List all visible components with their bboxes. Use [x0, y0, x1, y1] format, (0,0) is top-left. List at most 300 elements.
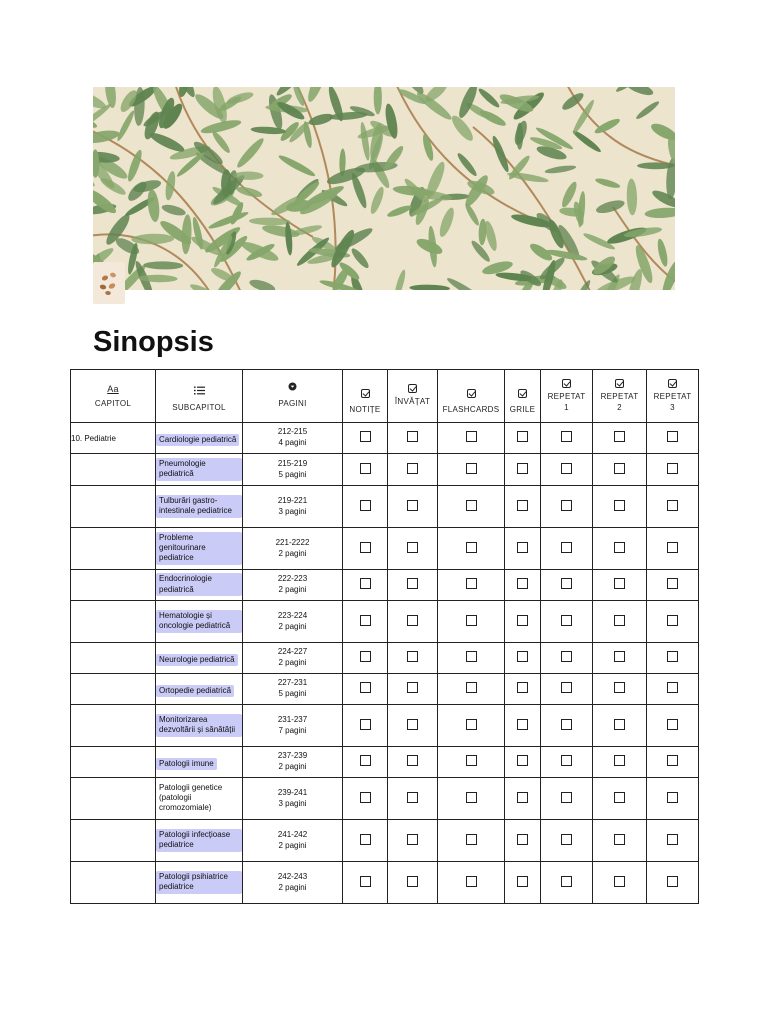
repetat-3-checkbox[interactable] — [667, 615, 678, 626]
cell-repetat-1 — [541, 423, 593, 454]
cell-grile — [505, 486, 541, 528]
checkbox-property-icon — [668, 379, 677, 388]
page-range: 221-2222 — [275, 537, 310, 547]
column-header-capitol[interactable] — [71, 370, 156, 423]
page-count: 5 pagini — [278, 689, 307, 698]
cell-capitol[interactable] — [71, 570, 156, 601]
flashcards-checkbox[interactable] — [466, 463, 477, 474]
invatat-checkbox[interactable] — [407, 834, 418, 845]
flashcards-checkbox[interactable] — [466, 542, 477, 553]
cell-subcapitol[interactable] — [156, 778, 243, 820]
cell-capitol[interactable] — [71, 674, 156, 705]
repetat-2-checkbox[interactable] — [614, 542, 625, 553]
cell-invatat — [388, 454, 438, 486]
cell-subcapitol[interactable] — [156, 486, 243, 528]
cell-repetat-2 — [593, 862, 647, 904]
cell-flashcards — [438, 486, 505, 528]
cell-capitol[interactable] — [71, 778, 156, 820]
capitol-text: 10. Pediatrie — [71, 433, 116, 443]
cell-notite — [343, 643, 388, 674]
repetat-1-checkbox[interactable] — [561, 719, 572, 730]
page-range: 241-242 — [277, 829, 308, 839]
page-count: 3 pagini — [278, 506, 307, 516]
flashcards-checkbox[interactable] — [466, 615, 477, 626]
cell-pagini[interactable] — [243, 862, 343, 904]
table-header-row — [71, 370, 699, 423]
subcapitol-tag[interactable]: Ortopedie pediatrică — [156, 685, 234, 697]
cell-repetat-1 — [541, 454, 593, 486]
grile-checkbox[interactable] — [517, 615, 528, 626]
invatat-checkbox[interactable] — [407, 542, 418, 553]
cell-repetat-2 — [593, 528, 647, 570]
repetat-2-checkbox[interactable] — [614, 431, 625, 442]
notite-checkbox[interactable] — [360, 578, 371, 589]
column-label: PAGINI — [278, 399, 307, 409]
notite-checkbox[interactable] — [360, 792, 371, 803]
cell-capitol[interactable] — [71, 454, 156, 486]
page-range: 237-239 — [277, 751, 308, 761]
page-range: 224-227 — [277, 647, 308, 657]
cell-grile — [505, 747, 541, 778]
page-count: 2 pagini — [278, 882, 307, 892]
column-header-grile[interactable] — [505, 370, 541, 423]
table-row[interactable] — [71, 454, 699, 486]
checkbox-property-icon — [518, 389, 527, 398]
cell-capitol[interactable] — [71, 705, 156, 747]
cell-pagini[interactable] — [243, 705, 343, 747]
cell-invatat — [388, 528, 438, 570]
cell-flashcards — [438, 705, 505, 747]
table-row[interactable] — [71, 423, 699, 454]
notite-checkbox[interactable] — [360, 615, 371, 626]
grile-checkbox[interactable] — [517, 876, 528, 887]
cell-subcapitol[interactable] — [156, 570, 243, 601]
subcapitol-tag[interactable]: Cardiologie pediatrică — [156, 434, 239, 446]
grile-checkbox[interactable] — [517, 755, 528, 766]
repetat-1-checkbox[interactable] — [561, 834, 572, 845]
cell-repetat-2 — [593, 778, 647, 820]
repetat-2-checkbox[interactable] — [614, 500, 625, 511]
table-row[interactable] — [71, 528, 699, 570]
cell-capitol[interactable] — [71, 528, 156, 570]
notite-checkbox[interactable] — [360, 500, 371, 511]
flashcards-checkbox[interactable] — [466, 500, 477, 511]
cell-grile — [505, 674, 541, 705]
repetat-2-checkbox[interactable] — [614, 682, 625, 693]
cell-repetat-3 — [647, 820, 699, 862]
column-header-subcapitol[interactable] — [156, 370, 243, 423]
cell-grile — [505, 862, 541, 904]
cell-capitol[interactable] — [71, 601, 156, 643]
cell-repetat-3 — [647, 486, 699, 528]
text-property-icon: Aa — [107, 383, 119, 394]
notite-checkbox[interactable] — [360, 542, 371, 553]
page-range: 219-221 — [277, 495, 308, 505]
cell-repetat-1 — [541, 643, 593, 674]
subcapitol-tag[interactable]: Endocrinologie pediatrică — [156, 573, 242, 596]
cell-flashcards — [438, 747, 505, 778]
cell-repetat-1 — [541, 747, 593, 778]
cell-pagini[interactable] — [243, 674, 343, 705]
invatat-checkbox[interactable] — [407, 651, 418, 662]
cell-subcapitol[interactable] — [156, 705, 243, 747]
cell-pagini[interactable] — [243, 528, 343, 570]
page-range: 231-237 — [277, 714, 308, 724]
checkbox-property-icon — [467, 389, 476, 398]
cell-invatat — [388, 570, 438, 601]
cell-notite — [343, 674, 388, 705]
grile-checkbox[interactable] — [517, 431, 528, 442]
notite-checkbox[interactable] — [360, 834, 371, 845]
cell-flashcards — [438, 570, 505, 601]
cell-grile — [505, 454, 541, 486]
notite-checkbox[interactable] — [360, 682, 371, 693]
cell-notite — [343, 778, 388, 820]
list-icon — [194, 386, 205, 395]
cell-subcapitol[interactable] — [156, 528, 243, 570]
cell-invatat — [388, 778, 438, 820]
repetat-1-checkbox[interactable] — [561, 651, 572, 662]
cell-invatat — [388, 423, 438, 454]
cell-repetat-1 — [541, 862, 593, 904]
cell-subcapitol[interactable] — [156, 862, 243, 904]
page-count: 2 pagini — [278, 762, 307, 771]
flashcards-checkbox[interactable] — [466, 651, 477, 662]
page-range: 222-223 — [277, 574, 308, 584]
repetat-1-checkbox[interactable] — [561, 542, 572, 553]
table-row[interactable] — [71, 601, 699, 643]
synopsis-table — [70, 369, 699, 904]
cell-repetat-3 — [647, 674, 699, 705]
checkbox-property-icon — [562, 379, 571, 388]
cell-notite — [343, 423, 388, 454]
grile-checkbox[interactable] — [517, 834, 528, 845]
repetat-2-checkbox[interactable] — [614, 651, 625, 662]
cell-invatat — [388, 747, 438, 778]
cell-capitol[interactable] — [71, 747, 156, 778]
page-count: 2 pagini — [278, 621, 307, 631]
table-row[interactable] — [71, 705, 699, 747]
cell-repetat-2 — [593, 423, 647, 454]
cell-pagini[interactable] — [243, 570, 343, 601]
flashcards-checkbox[interactable] — [466, 578, 477, 589]
repetat-3-checkbox[interactable] — [667, 431, 678, 442]
column-header-notite[interactable] — [343, 370, 388, 423]
cell-grile — [505, 820, 541, 862]
cell-repetat-1 — [541, 674, 593, 705]
column-label: CAPITOL — [94, 398, 132, 408]
cell-repetat-3 — [647, 705, 699, 747]
cell-repetat-2 — [593, 674, 647, 705]
cell-repetat-3 — [647, 423, 699, 454]
page-range: 242-243 — [277, 871, 308, 881]
page-title: Sinopsis — [93, 326, 214, 358]
repetat-3-checkbox[interactable] — [667, 876, 678, 887]
repetat-2-checkbox[interactable] — [614, 463, 625, 474]
notite-checkbox[interactable] — [360, 719, 371, 730]
grile-checkbox[interactable] — [517, 682, 528, 693]
column-header-pagini[interactable] — [243, 370, 343, 423]
flashcards-checkbox[interactable] — [466, 431, 477, 442]
page-count: 7 pagini — [278, 725, 307, 735]
notite-checkbox[interactable] — [360, 651, 371, 662]
cell-capitol[interactable] — [71, 643, 156, 674]
grile-checkbox[interactable] — [517, 500, 528, 511]
flashcards-checkbox[interactable] — [466, 682, 477, 693]
repetat-2-checkbox[interactable] — [614, 792, 625, 803]
cell-capitol[interactable] — [71, 820, 156, 862]
grile-checkbox[interactable] — [517, 792, 528, 803]
notite-checkbox[interactable] — [360, 755, 371, 766]
page-count: 2 pagini — [278, 585, 307, 594]
subcapitol-tag[interactable]: Neurologie pediatrică — [156, 654, 238, 666]
column-header-invatat[interactable] — [388, 370, 438, 423]
cell-invatat — [388, 643, 438, 674]
repetat-3-checkbox[interactable] — [667, 719, 678, 730]
repetat-3-checkbox[interactable] — [667, 755, 678, 766]
invatat-checkbox[interactable] — [407, 876, 418, 887]
cell-flashcards — [438, 643, 505, 674]
cell-repetat-2 — [593, 454, 647, 486]
page-count: 2 pagini — [278, 548, 307, 558]
cell-flashcards — [438, 778, 505, 820]
repetat-1-checkbox[interactable] — [561, 500, 572, 511]
repetat-3-checkbox[interactable] — [667, 792, 678, 803]
table-row[interactable] — [71, 820, 699, 862]
table-row[interactable] — [71, 747, 699, 778]
grile-checkbox[interactable] — [517, 463, 528, 474]
subcapitol-tag[interactable]: Hematologie și oncologie pediatrică — [156, 610, 242, 633]
cell-pagini[interactable] — [243, 486, 343, 528]
cell-grile — [505, 705, 541, 747]
subcapitol-tag[interactable]: Tulburări gastro-intestinale pediatrice — [156, 495, 242, 518]
invatat-checkbox[interactable] — [407, 615, 418, 626]
page-range: 215-219 — [277, 458, 308, 468]
cover-image — [93, 87, 675, 290]
invatat-checkbox[interactable] — [407, 578, 418, 589]
notite-checkbox[interactable] — [360, 876, 371, 887]
grile-checkbox[interactable] — [517, 651, 528, 662]
cell-subcapitol[interactable] — [156, 454, 243, 486]
repetat-3-checkbox[interactable] — [667, 500, 678, 511]
cell-repetat-1 — [541, 820, 593, 862]
invatat-checkbox[interactable] — [407, 792, 418, 803]
column-label: SUBCAPITOL — [172, 403, 226, 413]
page-count: 2 pagini — [278, 658, 307, 667]
cell-invatat — [388, 820, 438, 862]
repetat-3-checkbox[interactable] — [667, 578, 678, 589]
cell-repetat-2 — [593, 820, 647, 862]
cell-subcapitol[interactable] — [156, 674, 243, 705]
cell-repetat-2 — [593, 705, 647, 747]
cell-subcapitol[interactable] — [156, 747, 243, 778]
grile-checkbox[interactable] — [517, 578, 528, 589]
cell-notite — [343, 747, 388, 778]
invatat-checkbox[interactable] — [407, 463, 418, 474]
cell-flashcards — [438, 674, 505, 705]
table-row[interactable] — [71, 570, 699, 601]
cell-flashcards — [438, 528, 505, 570]
cell-pagini[interactable] — [243, 747, 343, 778]
column-label: GRILE — [509, 405, 536, 415]
cell-notite — [343, 705, 388, 747]
cell-pagini[interactable] — [243, 601, 343, 643]
column-header-repetat-2[interactable] — [593, 370, 647, 423]
status-icon — [288, 382, 297, 391]
subcapitol-tag[interactable]: Pneumologie pediatrică — [156, 458, 242, 481]
cell-repetat-3 — [647, 778, 699, 820]
cell-notite — [343, 862, 388, 904]
repetat-1-checkbox[interactable] — [561, 755, 572, 766]
subcapitol-tag[interactable]: Probleme genitourinare pediatrice — [156, 532, 242, 565]
column-header-repetat-3[interactable] — [647, 370, 699, 423]
repetat-1-checkbox[interactable] — [561, 876, 572, 887]
subcapitol-tag[interactable]: Patologii imune — [156, 758, 217, 770]
cell-repetat-2 — [593, 486, 647, 528]
table-row[interactable] — [71, 862, 699, 904]
invatat-checkbox[interactable] — [407, 755, 418, 766]
cell-invatat — [388, 674, 438, 705]
cell-repetat-1 — [541, 486, 593, 528]
page-count: 5 pagini — [278, 469, 307, 479]
table-row[interactable] — [71, 674, 699, 705]
cell-repetat-2 — [593, 747, 647, 778]
grile-checkbox[interactable] — [517, 542, 528, 553]
cell-repetat-3 — [647, 747, 699, 778]
subcapitol-tag[interactable]: Patologii genetice (patologii cromozomiale) — [159, 782, 223, 813]
cell-grile — [505, 601, 541, 643]
column-label: REPETAT 3 — [653, 391, 692, 412]
cell-flashcards — [438, 862, 505, 904]
cell-flashcards — [438, 423, 505, 454]
column-label: ÎNVĂȚAT — [394, 397, 431, 407]
cell-pagini[interactable] — [243, 454, 343, 486]
column-label: REPETAT 2 — [600, 391, 639, 412]
invatat-checkbox[interactable] — [407, 500, 418, 511]
cell-notite — [343, 820, 388, 862]
column-label: FLASHCARDS — [442, 405, 500, 415]
cell-subcapitol[interactable] — [156, 423, 243, 454]
repetat-1-checkbox[interactable] — [561, 682, 572, 693]
invatat-checkbox[interactable] — [407, 719, 418, 730]
flashcards-checkbox[interactable] — [466, 792, 477, 803]
cell-invatat — [388, 862, 438, 904]
repetat-1-checkbox[interactable] — [561, 615, 572, 626]
notite-checkbox[interactable] — [360, 431, 371, 442]
flashcards-checkbox[interactable] — [466, 876, 477, 887]
cell-subcapitol[interactable] — [156, 643, 243, 674]
repetat-2-checkbox[interactable] — [614, 834, 625, 845]
flashcards-checkbox[interactable] — [466, 834, 477, 845]
cell-grile — [505, 423, 541, 454]
cell-capitol[interactable] — [71, 486, 156, 528]
cell-repetat-3 — [647, 862, 699, 904]
page-count: 3 pagini — [278, 798, 307, 808]
repetat-1-checkbox[interactable] — [561, 463, 572, 474]
cell-invatat — [388, 705, 438, 747]
cell-repetat-1 — [541, 778, 593, 820]
repetat-2-checkbox[interactable] — [614, 755, 625, 766]
cell-repetat-1 — [541, 705, 593, 747]
cell-capitol[interactable] — [71, 862, 156, 904]
cell-capitol[interactable] — [71, 423, 156, 454]
checkbox-property-icon — [361, 389, 370, 398]
cell-repetat-3 — [647, 601, 699, 643]
page-range: 212-215 — [277, 427, 308, 437]
cell-repetat-3 — [647, 570, 699, 601]
cell-repetat-1 — [541, 601, 593, 643]
repetat-3-checkbox[interactable] — [667, 542, 678, 553]
cell-subcapitol[interactable] — [156, 601, 243, 643]
page-range: 227-231 — [277, 678, 308, 688]
flashcards-checkbox[interactable] — [466, 755, 477, 766]
checkbox-property-icon — [615, 379, 624, 388]
cell-pagini[interactable] — [243, 778, 343, 820]
table-row[interactable] — [71, 643, 699, 674]
cell-flashcards — [438, 601, 505, 643]
grile-checkbox[interactable] — [517, 719, 528, 730]
cell-notite — [343, 570, 388, 601]
column-header-repetat-1[interactable] — [541, 370, 593, 423]
invatat-checkbox[interactable] — [407, 431, 418, 442]
cell-repetat-2 — [593, 601, 647, 643]
repetat-1-checkbox[interactable] — [561, 578, 572, 589]
cell-subcapitol[interactable] — [156, 820, 243, 862]
repetat-2-checkbox[interactable] — [614, 615, 625, 626]
invatat-checkbox[interactable] — [407, 682, 418, 693]
cell-repetat-2 — [593, 570, 647, 601]
cell-grile — [505, 528, 541, 570]
repetat-2-checkbox[interactable] — [614, 578, 625, 589]
cell-grile — [505, 570, 541, 601]
cell-notite — [343, 486, 388, 528]
page-count: 4 pagini — [278, 438, 307, 447]
cell-notite — [343, 528, 388, 570]
cell-grile — [505, 643, 541, 674]
repetat-3-checkbox[interactable] — [667, 682, 678, 693]
cell-repetat-3 — [647, 528, 699, 570]
table-row[interactable] — [71, 486, 699, 528]
subcapitol-tag[interactable]: Patologii infecțioase pediatrice — [156, 829, 242, 852]
cell-pagini[interactable] — [243, 820, 343, 862]
cell-invatat — [388, 601, 438, 643]
repetat-1-checkbox[interactable] — [561, 792, 572, 803]
repetat-2-checkbox[interactable] — [614, 719, 625, 730]
seeds-emoji-icon[interactable] — [93, 262, 125, 304]
cell-repetat-1 — [541, 570, 593, 601]
repetat-2-checkbox[interactable] — [614, 876, 625, 887]
flashcards-checkbox[interactable] — [466, 719, 477, 730]
repetat-3-checkbox[interactable] — [667, 651, 678, 662]
subcapitol-tag[interactable]: Monitorizarea dezvoltării și sănătății — [156, 714, 242, 737]
repetat-1-checkbox[interactable] — [561, 431, 572, 442]
column-header-flashcards[interactable] — [438, 370, 505, 423]
notite-checkbox[interactable] — [360, 463, 371, 474]
subcapitol-tag[interactable]: Patologii psihiatrice pediatrice — [156, 871, 242, 894]
cell-pagini[interactable] — [243, 643, 343, 674]
cell-flashcards — [438, 454, 505, 486]
column-label: REPETAT 1 — [547, 391, 586, 412]
cell-invatat — [388, 486, 438, 528]
cell-notite — [343, 454, 388, 486]
cell-pagini[interactable] — [243, 423, 343, 454]
repetat-3-checkbox[interactable] — [667, 463, 678, 474]
repetat-3-checkbox[interactable] — [667, 834, 678, 845]
table-row[interactable] — [71, 778, 699, 820]
checkbox-property-icon — [408, 384, 417, 393]
column-label: NOTIȚE — [349, 405, 381, 415]
page-count: 2 pagini — [278, 840, 307, 850]
